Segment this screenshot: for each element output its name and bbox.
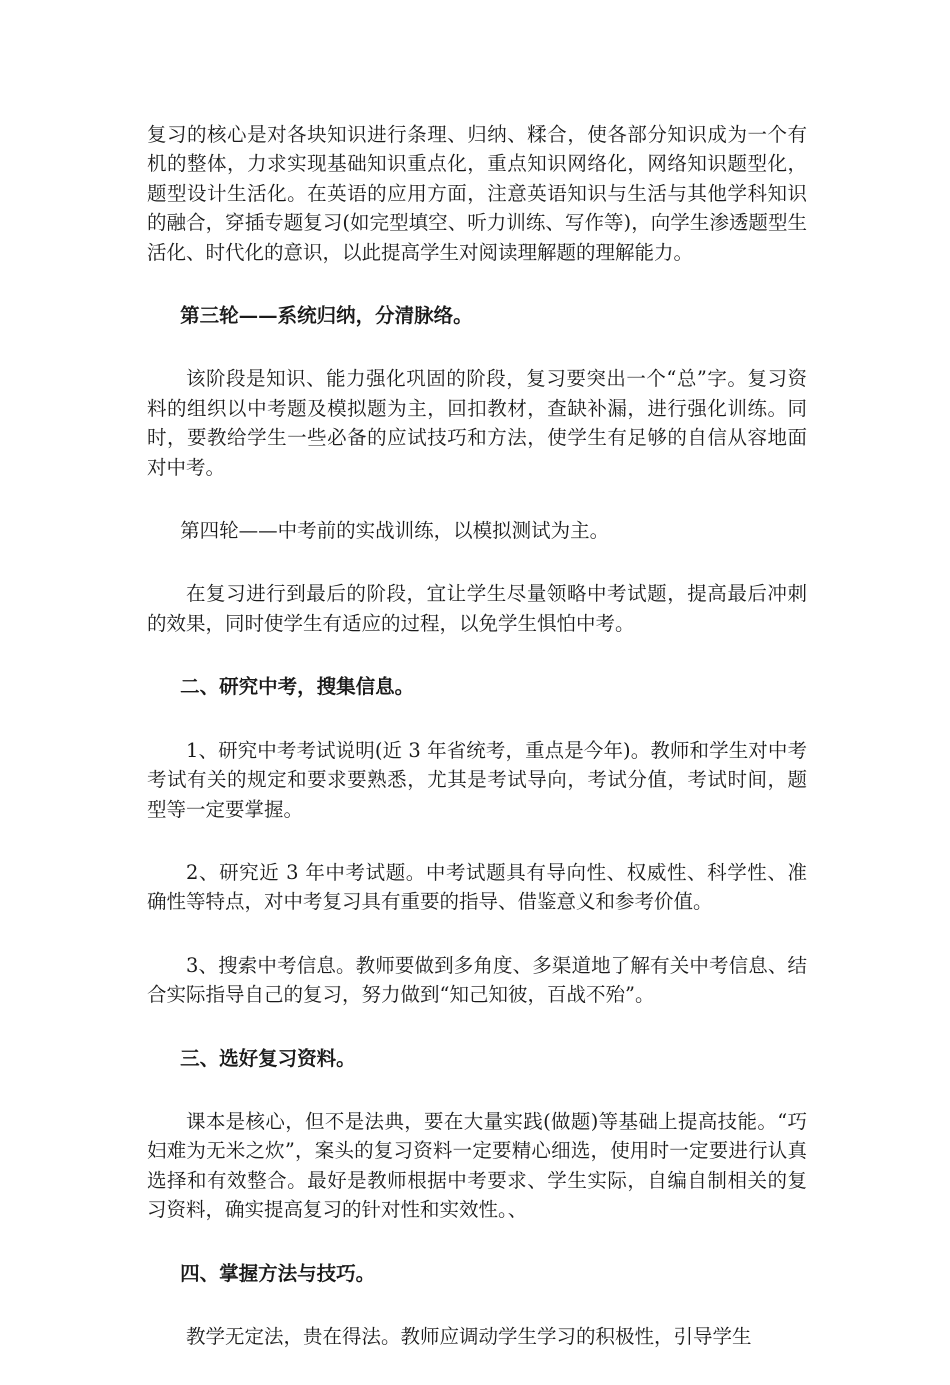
paragraph-round-three: 该阶段是知识、能力强化巩固的阶段，复习要突出一个“总”字。复习资料的组织以中考题及模拟题为主，回扣教材，查缺补漏，进行强化训练。同时，要教给学生一些必备的应试技巧和方法，使学生有足够的自信从容地面对中考。 (147, 367, 807, 479)
paragraph-round-four: 在复习进行到最后的阶段，宜让学生尽量领略中考试题，提高最后冲刺的效果，同时使学生有适应的过程，以免学生惧怕中考。 (147, 582, 807, 635)
heading-round-four: 第四轮——中考前的实战训练，以模拟测试为主。 (180, 519, 610, 543)
heading-round-three: 第三轮——系统归纳，分清脉络。 (180, 304, 473, 328)
document-body (147, 120, 807, 1385)
paragraph-methods: 教学无定法，贵在得法。教师应调动学生学习的积极性，引导学生 (186, 1324, 752, 1348)
heading-section-three: 三、选好复习资料。 (180, 1046, 356, 1070)
paragraph-review-core: 复习的核心是对各块知识进行条理、归纳、糅合，使各部分知识成为一个有机的整体，力求实现基础知识重点化，重点知识网络化，网络知识题型化，题型设计生活化。在英语的应用方面，注意英语知识与生活与其他学科知识的融合，穿插专题复习(如完型填空、听力训练、写作等)，向学生渗透题型生活化、时代化的意识，以此提高学生对阅读理解题的理解能力。 (147, 123, 807, 264)
heading-section-two: 二、研究中考，搜集信息。 (180, 675, 415, 699)
paragraph-past-papers: 2、研究近 3 年中考试题。中考试题具有导向性、权威性、科学性、准确性等特点，对中考复习具有重要的指导、借鉴意义和参考价值。 (147, 860, 807, 914)
heading-section-four: 四、掌握方法与技巧。 (180, 1261, 376, 1285)
paragraph-exam-info: 3、搜索中考信息。教师要做到多角度、多渠道地了解有关中考信息、结合实际指导自己的复习，努力做到“知己知彼，百战不殆”。 (147, 953, 807, 1007)
paragraph-materials: 课本是核心，但不是法典，要在大量实践(做题)等基础上提高技能。“巧妇难为无米之炊”，案头的复习资料一定要精心细选，使用时一定要进行认真选择和有效整合。最好是教师根据中考要求、学生实际，自编自制相关的复习资料，确实提高复习的针对性和实效性。、 (147, 1109, 807, 1222)
paragraph-exam-guide: 1、研究中考考试说明(近 3 年省统考，重点是今年)。教师和学生对中考考试有关的规定和要求要熟悉，尤其是考试导向，考试分值，考试时间，题型等一定要掌握。 (147, 738, 807, 821)
